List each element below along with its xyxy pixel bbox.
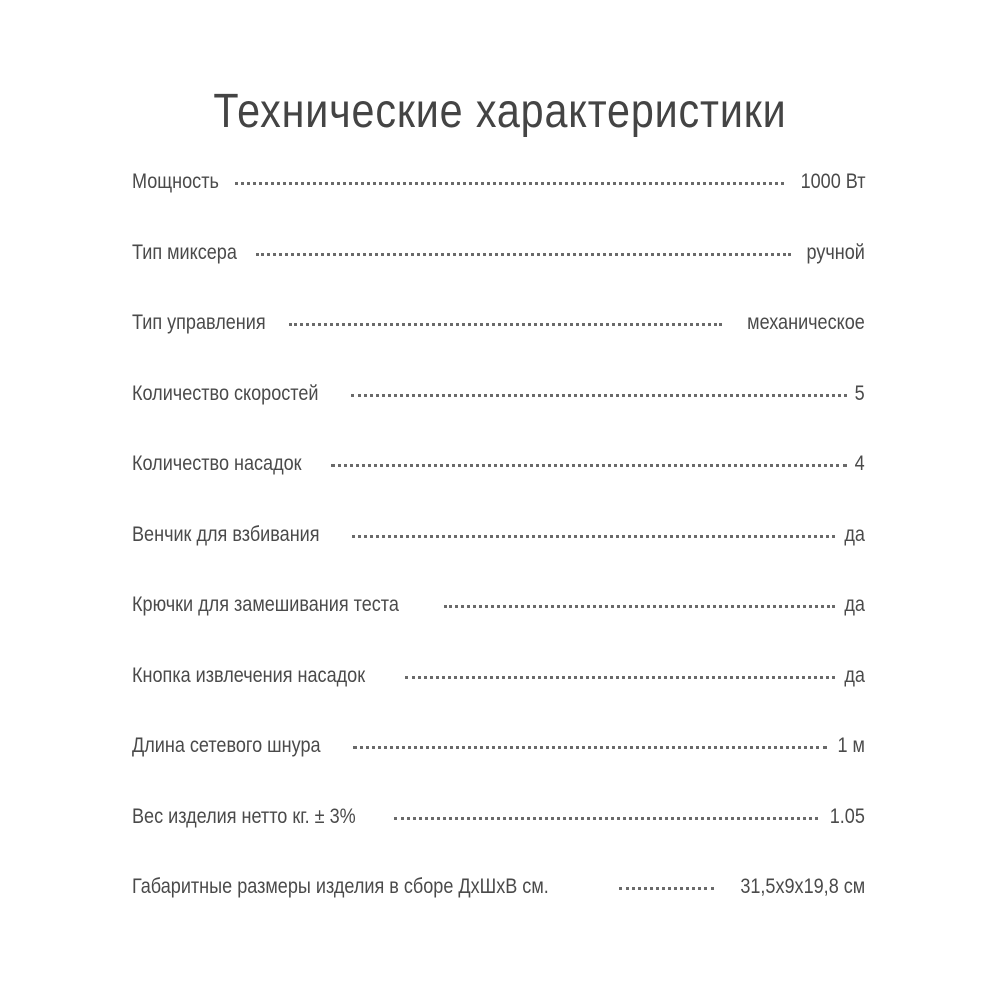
dot-leader [289,323,722,326]
spec-label: Габаритные размеры изделия в сборе ДхШхВ см. [132,875,549,898]
spec-label: Тип миксера [132,240,237,264]
dot-leader [405,676,835,679]
spec-row-eject-button [132,664,865,735]
spec-value: ручной [806,240,865,264]
spec-value: да [844,663,865,687]
spec-label: Венчик для взбивания [132,522,320,546]
dot-leader [619,887,714,890]
spec-row-cord-length [132,734,865,805]
spec-list [132,170,865,946]
dot-leader [351,394,847,397]
spec-value: да [844,593,865,616]
spec-value: 1.05 [829,804,865,828]
spec-row-whisk [132,523,865,594]
spec-label: Крючки для замешивания теста [132,593,399,616]
spec-value: 5 [854,381,865,405]
spec-row-attachments [132,452,865,523]
spec-row-net-weight [132,805,865,876]
spec-label: Тип управления [132,311,266,334]
spec-row-power [132,170,865,241]
spec-label: Кнопка извлечения насадок [132,663,366,687]
spec-value: 4 [854,452,865,475]
spec-value: да [844,522,865,546]
dot-leader [353,746,827,749]
dot-leader [235,182,783,185]
spec-row-mixer-type [132,241,865,312]
dot-leader [394,817,818,820]
spec-label: Длина сетевого шнура [132,734,321,757]
spec-value: 1000 Вт [800,170,865,193]
spec-label: Количество скоростей [132,381,319,405]
dot-leader [331,464,847,467]
spec-value: 31,5х9х19,8 см [740,875,865,898]
spec-label: Количество насадок [132,452,302,475]
spec-row-dough-hooks [132,593,865,664]
spec-label: Мощность [132,170,219,193]
spec-row-control-type [132,311,865,382]
spec-value: механическое [747,311,865,334]
dot-leader [256,253,791,256]
spec-row-speeds [132,382,865,453]
dot-leader [444,605,835,608]
spec-value: 1 м [837,734,865,757]
spec-label: Вес изделия нетто кг. ± 3% [132,804,356,828]
dot-leader [352,535,835,538]
spec-row-dimensions [132,875,865,946]
page-title: Технические характеристики [213,85,787,139]
